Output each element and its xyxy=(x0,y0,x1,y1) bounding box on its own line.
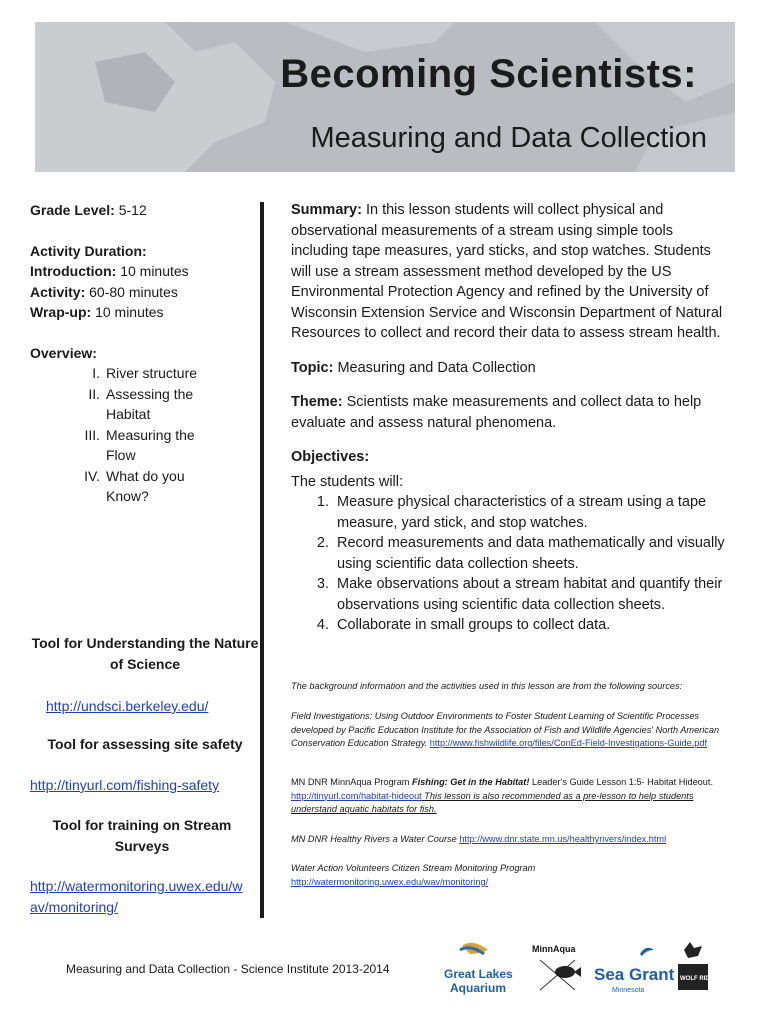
summary: Summary: In this lesson students will collect physical and observational measurements of a stream using simple tools including tape measures, yard sticks, and stop watches. Students will use a stream assessment method developed by the US Environmental Protection Agency and refined by the University of Wisconsin Extension Service and Wisconsin Department of Natural Resources to collect and record their data to assess stream health. xyxy=(291,202,723,341)
topic: Topic: Measuring and Data Collection xyxy=(291,359,536,376)
grade-level xyxy=(30,200,258,221)
activity-duration xyxy=(30,241,258,323)
list-item: III. Measuring the Flow xyxy=(84,426,195,463)
list-item: I. River structure xyxy=(92,365,198,381)
list-item: 1. Measure physical characteristics of a stream using a tape measure, yard stick, and stop watches. xyxy=(316,494,707,531)
logo3-sub: Minnesota xyxy=(612,987,645,994)
tool3-link[interactable]: http://watermonitoring.uwex.edu/wav/monitoring/ xyxy=(30,878,243,915)
page-title: Becoming Scientists: xyxy=(280,52,697,96)
logo2-text: MinnAqua xyxy=(532,944,576,954)
list-item: 2. Record measurements and data mathematically and visually using scientific data collection sheets. xyxy=(316,535,725,572)
overview-label: Overview: xyxy=(30,344,97,361)
theme: Theme: Scientists make measurements and collect data to help evaluate and assess natural phenomena. xyxy=(291,394,702,431)
objectives-label: Objectives: xyxy=(291,449,370,465)
source-1-link[interactable]: http://www.fishwildlife.org/files/ConEd-Field-Investigations-Guide.pdf xyxy=(429,738,708,748)
sources-intro: The background information and the activities used in this lesson are from the following sources: xyxy=(291,681,683,691)
column-divider xyxy=(260,202,264,918)
grade-value: 5-12 xyxy=(114,202,147,218)
header-banner xyxy=(35,22,735,172)
overview-list xyxy=(30,363,258,507)
minnaqua-logo xyxy=(532,944,581,990)
logo-strip xyxy=(440,940,740,1000)
page-subtitle: Measuring and Data Collection xyxy=(310,122,707,154)
objectives-list xyxy=(291,492,731,636)
tool2-title: Tool for assessing site safety xyxy=(47,736,243,752)
list-item: 4. Collaborate in small groups to collect data. xyxy=(316,617,611,633)
tool1-title: Tool for Understanding the Nature of Science xyxy=(31,635,259,672)
sea-grant-logo xyxy=(594,948,675,994)
tool2-link[interactable]: http://tinyurl.com/fishing-safety xyxy=(30,777,220,793)
grade-label: Grade Level: xyxy=(30,202,115,218)
wolf-ridge-logo xyxy=(678,942,718,990)
list-item: IV. What do you Know? xyxy=(84,467,185,504)
source-3: MN DNR Healthy Rivers a Water Course http://www.dnr.state.mn.us/healthyrivers/index.html xyxy=(291,834,667,844)
objectives-intro: The students will: xyxy=(291,473,404,490)
activity-label: Activity: xyxy=(30,283,86,300)
source-2: MN DNR MinnAqua Program Fishing: Get in the Habitat! Leader's Guide Lesson 1:5- Habitat Hideout. http://tinyurl.com/habitat-hideout This lesson is also recommended as a pre-lesson to help students understand aquatic habitats for fish. xyxy=(291,777,713,814)
source-4: Water Action Volunteers Citizen Stream Monitoring Program http://watermonitoring.uwex.edu/wav/monitoring/ xyxy=(291,863,536,887)
source-1: Field Investigations: Using Outdoor Environments to Foster Student Learning of Scientific Processes developed by Pacific Education Institute for the Association of Fish and Wildlife Agencies' North American Conservation Education Strategy. http://www.fishwildlife.org/files/ConEd-Field-Investigations-Guide.pdf xyxy=(291,711,720,748)
wrap-value: 10 minutes xyxy=(91,304,164,320)
source-3-link[interactable]: http://www.dnr.state.mn.us/healthyrivers/index.html xyxy=(459,834,667,844)
sponsor-logos xyxy=(440,940,740,1000)
activity-value: 60-80 minutes xyxy=(85,283,178,300)
logo1-line2: Aquarium xyxy=(450,981,507,995)
list-item: 3. Make observations about a stream habitat and quantify their observations using scientific data collection sheets. xyxy=(316,576,723,613)
list-item: II. Assessing the Habitat xyxy=(88,385,194,422)
logo1-line1: Great Lakes xyxy=(444,967,513,981)
logo4-text: WOLF RIDGE xyxy=(680,976,719,982)
duration-label: Activity Duration: xyxy=(30,242,147,259)
tool1-link[interactable]: http://undsci.berkeley.edu/ xyxy=(46,698,209,714)
source-2-link[interactable]: http://tinyurl.com/habitat-hideout xyxy=(291,790,422,801)
right-column xyxy=(291,200,731,636)
source-4-link[interactable]: http://watermonitoring.uwex.edu/wav/monitoring/ xyxy=(291,876,489,887)
overview xyxy=(30,343,258,507)
intro-value: 10 minutes xyxy=(116,263,189,279)
intro-label: Introduction: xyxy=(30,263,117,279)
tool3-title: Tool for training on Stream Surveys xyxy=(52,817,232,854)
left-column xyxy=(30,200,258,527)
footer-text: Measuring and Data Collection - Science Institute 2013-2014 xyxy=(66,962,390,976)
wrap-label: Wrap-up: xyxy=(30,304,92,320)
great-lakes-aquarium-logo xyxy=(444,943,513,995)
logo3-text: Sea Grant xyxy=(594,965,675,984)
